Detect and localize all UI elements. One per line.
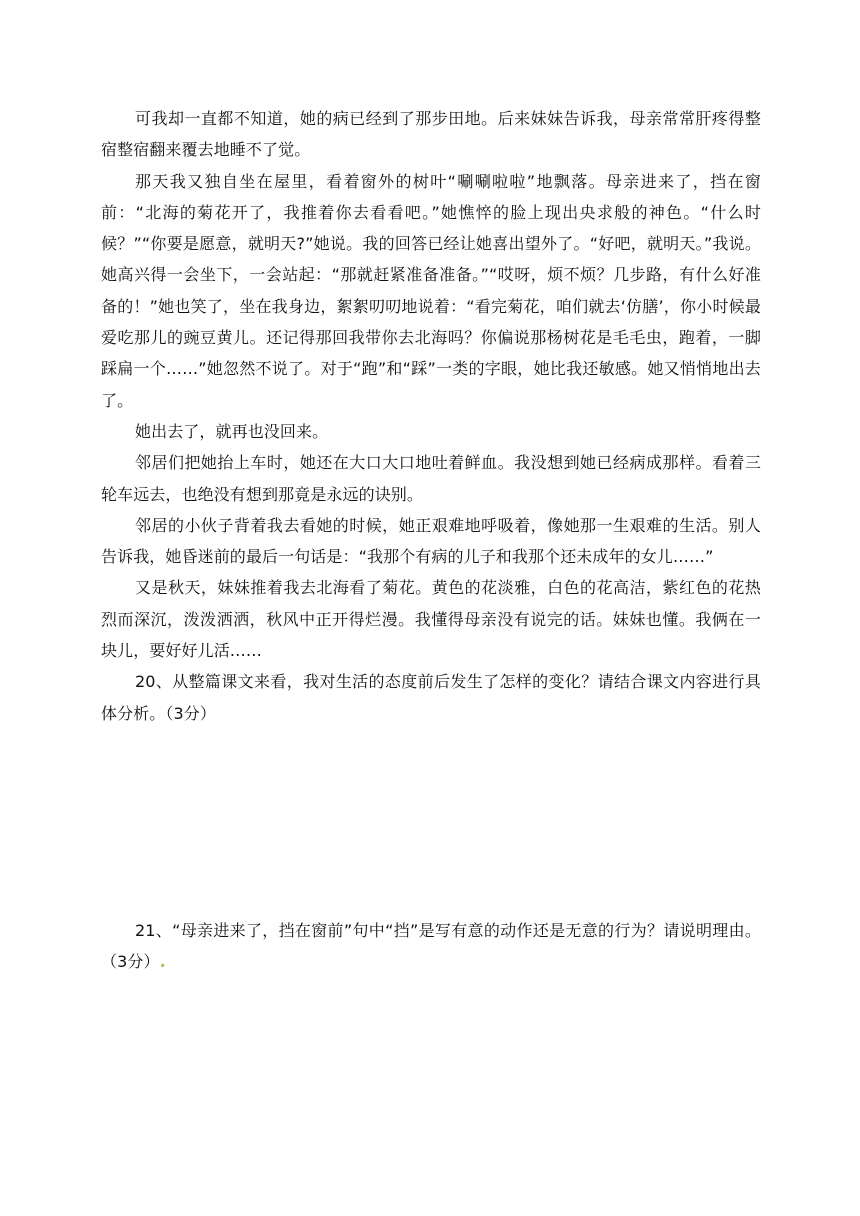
green-dot-mark: . [159, 952, 166, 972]
question-21-text: 21、“母亲进来了，挡在窗前”句中“挡”是写有意的动作还是无意的行为？请说明理由。（3分） [101, 921, 761, 972]
paragraph: 邻居们把她抬上车时，她还在大口大口地吐着鲜血。我没想到她已经病成那样。看着三轮车远去，也绝没有想到那竟是永远的诀别。 [101, 453, 761, 504]
paragraph: 邻居的小伙子背着我去看她的时候，她正艰难地呼吸着，像她那一生艰难的生活。别人告诉我，她昏迷前的最后一句话是：“我那个有病的儿子和我那个还未成年的女儿……” [101, 515, 761, 567]
question-21-block [101, 915, 761, 978]
paragraph: 她出去了，就再也没回来。 [135, 421, 329, 441]
question-20: 20、从整篇课文来看，我对生活的态度前后发生了怎样的变化？请结合课文内容进行具体分析。（3分） [101, 672, 761, 723]
passage-body [101, 103, 761, 729]
paragraph: 那天我又独自坐在屋里，看着窗外的树叶“唰唰啦啦”地飘落。母亲进来了，挡在窗前：“北海的菊花开了，我推着你去看看吧。”她憔悴的脸上现出央求般的神色。“什么时候？”“你要是愿意，就明天?”她说。我的回答已经让她喜出望外了。“好吧，就明天。”我说。她高兴得一会坐下，一会站起：“那就赶紧准备准备。”“哎呀，烦不烦？几步路，有什么好准备的！”她也笑了，坐在我身边，絮絮叨叨地说着：“看完菊花，咱们就去‘仿膳’，你小时候最爱吃那儿的豌豆黄儿。还记得那回我带你去北海吗？你偏说那杨树花是毛毛虫，跑着，一脚踩扁一个……”她忽然不说了。对于“跑”和“踩”一类的字眼，她比我还敏感。她又悄悄地出去了。 [101, 171, 761, 410]
question-21 [101, 915, 761, 978]
paragraph: 可我却一直都不知道，她的病已经到了那步田地。后来妹妹告诉我，母亲常常肝疼得整宿整宿翻来覆去地睡不了觉。 [101, 109, 761, 160]
paragraph: 又是秋天，妹妹推着我去北海看了菊花。黄色的花淡雅，白色的花高洁，紫红色的花热烈而深沉，泼泼洒洒，秋风中正开得烂漫。我懂得母亲没有说完的话。妹妹也懂。我俩在一块儿，要好好儿活…… [101, 578, 761, 661]
